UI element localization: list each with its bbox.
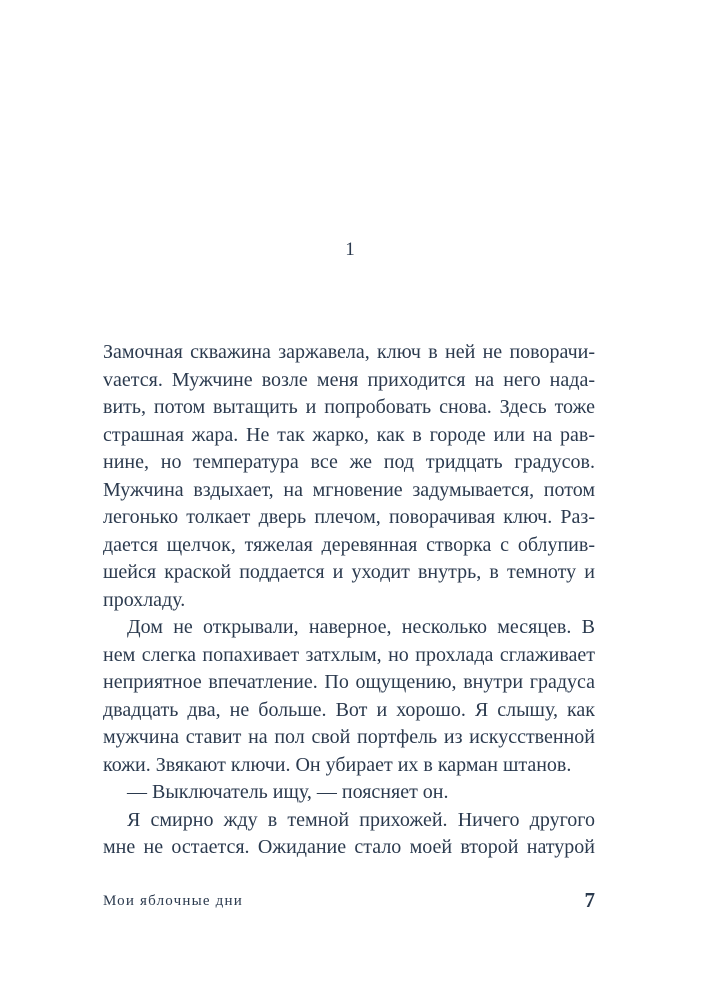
page-number: 7 <box>584 888 595 912</box>
paragraph-3-dialogue: — Выключатель ищу, — поясняет он. <box>127 781 449 803</box>
running-title: Мои яблочные дни <box>103 893 243 909</box>
paragraph-4: Я смирно жду в темной прихожей. Ничего другого мне не остается. Ожидание стало моей второй натурой <box>103 808 595 858</box>
paragraph-1: Замочная скважина заржавела, ключ в ней не поворачиvается. Мужчине возле меня приходится на него надавить, потом вытащить и попробовать снова. Здесь тоже страшная жара. Не так жарко, как в городе или на равнине, но температура все же под тридцать градусов. Мужчина вздыхает, на мгновение задумывается, потом легонько толкает дверь плечом, поворачивая ключ. Раздается щелчок, тяжелая деревянная створка с облупившейся краской поддается и уходит внутрь, в темноту и прохладу. <box>103 341 595 611</box>
paragraph-2: Дом не открывали, наверное, несколько месяцев. В нем слегка попахивает затхлым, но прохлада сглаживает неприятное впечатление. По ощущению, внутри градуса двадцать два, не больше. Вот и хорошо. Я слышу, как мужчина ставит на пол свой портфель из искусственной кожи. Звякают ключи. Он убирает их в карман штанов. <box>103 616 595 776</box>
body-text <box>103 339 595 862</box>
chapter-number: 1 <box>345 239 355 260</box>
